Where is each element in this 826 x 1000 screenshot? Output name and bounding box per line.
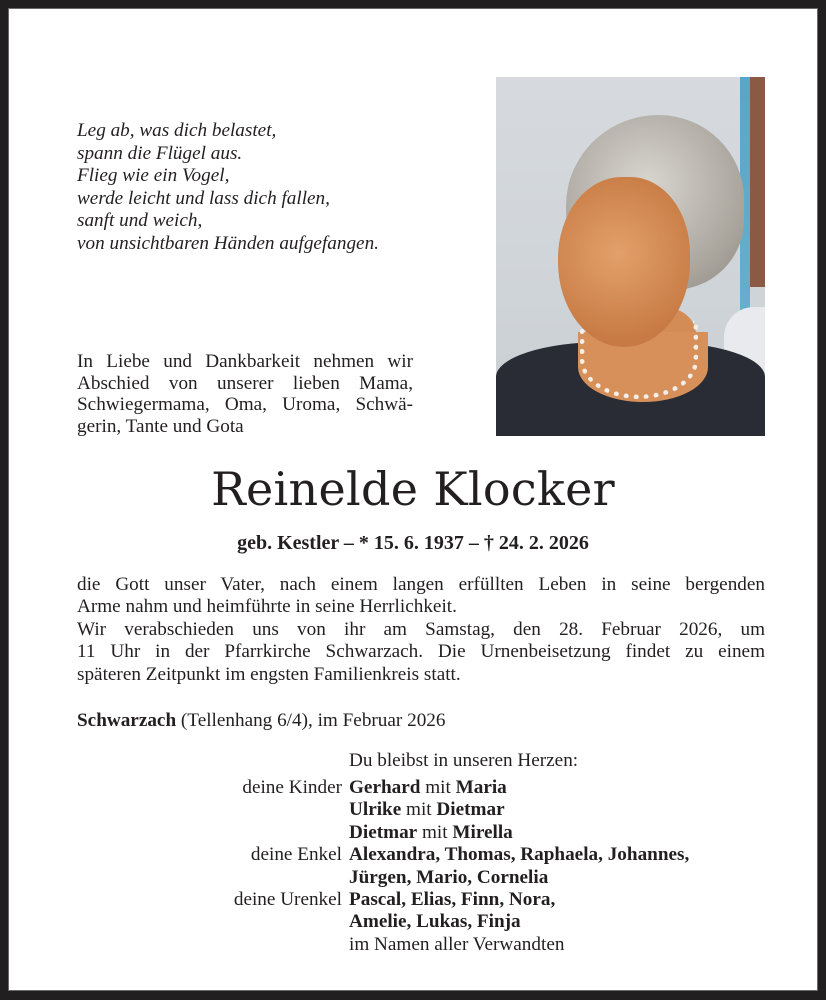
- child-name: Dietmar: [349, 821, 418, 843]
- poem-line: werde leicht und lass dich fallen,: [77, 187, 330, 209]
- intro-line: Abschied von unserer lieben Mama,: [77, 372, 413, 394]
- poem-line: sanft und weich,: [77, 210, 203, 232]
- enkel-label: deine Enkel: [250, 844, 342, 866]
- deceased-details: geb. Kestler – * 15. 6. 1937 – † 24. 2. 2026: [237, 532, 589, 554]
- closing-line: im Namen aller Verwandten: [349, 933, 565, 955]
- place-town: Schwarzach: [77, 710, 177, 731]
- kinder-entry: [349, 822, 513, 844]
- body-line: Arme nahm und heimführte in seine Herrlichkeit.: [77, 596, 457, 618]
- kinder-label: deine Kinder: [242, 777, 342, 798]
- poem-line: Leg ab, was dich belastet,: [77, 120, 277, 141]
- urenkel-label: deine Urenkel: [233, 888, 342, 910]
- deceased-name: Reinelde Klocker: [211, 462, 615, 516]
- connector: mit: [401, 799, 437, 821]
- photo-background-brick: [750, 77, 765, 287]
- body-line: Wir verabschieden uns von ihr am Samstag, den 28. Februar 2026, um: [77, 618, 765, 640]
- child-name: Gerhard: [349, 777, 421, 798]
- intro-line: In Liebe und Dankbarkeit nehmen wir: [77, 351, 413, 372]
- body-line: späteren Zeitpunkt im engsten Familienkreis statt.: [77, 663, 461, 685]
- poem-line: von unsichtbaren Händen aufgefangen.: [77, 232, 379, 254]
- photo-face: [558, 177, 690, 347]
- urenkel-names: Pascal, Elias, Finn, Nora,: [349, 888, 556, 910]
- body-line: die Gott unser Vater, nach einem langen erfüllten Leben in seine bergenden: [77, 574, 765, 595]
- partner-name: Dietmar: [436, 799, 505, 821]
- intro-paragraph: [77, 351, 413, 437]
- place-and-date: [77, 709, 445, 733]
- urenkel-names: Amelie, Lukas, Finja: [349, 911, 521, 933]
- intro-line: gerin, Tante und Gota: [77, 415, 244, 437]
- poem-line: spann die Flügel aus.: [77, 142, 243, 164]
- child-name: Ulrike: [349, 799, 402, 821]
- portrait-photo: [496, 77, 765, 436]
- partner-name: Maria: [455, 777, 507, 798]
- family-heading: Du bleibst in unseren Herzen:: [349, 750, 579, 771]
- enkel-names: Alexandra, Thomas, Raphaela, Johannes,: [349, 844, 690, 866]
- poem: [77, 120, 379, 256]
- body-line: 11 Uhr in der Pfarrkirche Schwarzach. Die Urnenbeisetzung findet zu einem: [77, 641, 765, 663]
- partner-name: Mirella: [452, 821, 513, 843]
- body-paragraph: [77, 574, 765, 686]
- kinder-entry: [349, 777, 507, 799]
- place-rest: (Tellenhang 6/4), im Februar 2026: [176, 710, 446, 731]
- intro-line: Schwiegermama, Oma, Uroma, Schwä-: [77, 394, 413, 416]
- connector: mit: [417, 821, 453, 843]
- poem-line: Flieg wie ein Vogel,: [77, 165, 230, 187]
- family-list: [8, 750, 818, 956]
- kinder-entry: [349, 799, 505, 821]
- obituary-notice: [8, 8, 818, 991]
- enkel-names: Jürgen, Mario, Cornelia: [349, 866, 549, 888]
- connector: mit: [420, 777, 456, 798]
